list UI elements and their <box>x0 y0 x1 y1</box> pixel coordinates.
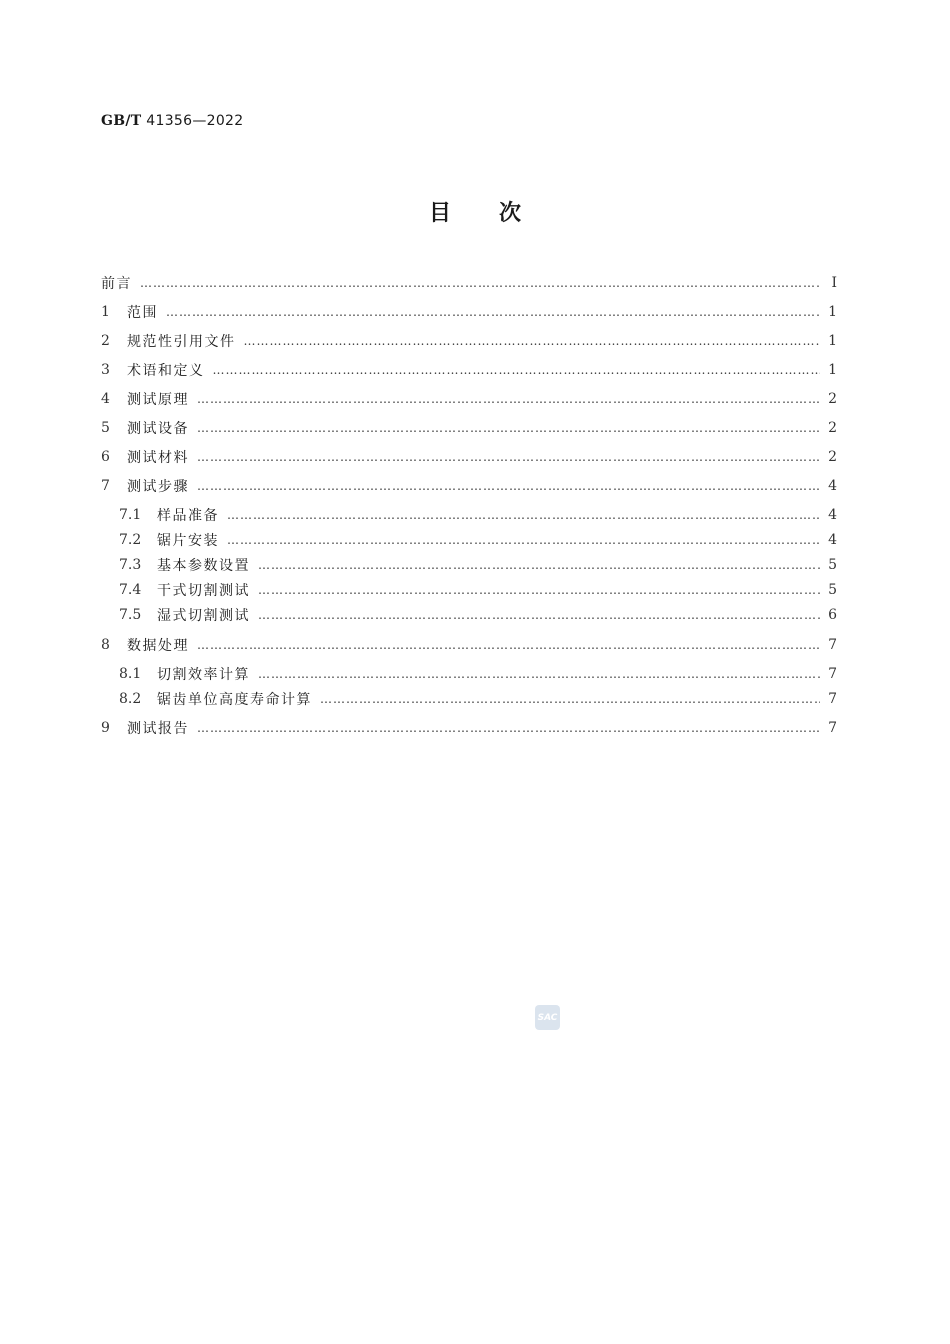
toc-entry-label: 锯齿单位高度寿命计算 <box>157 692 312 708</box>
toc-entry-7-4[interactable] <box>119 577 837 603</box>
toc-entry-number: 6 <box>101 449 110 465</box>
toc-entry-page: 4 <box>828 532 837 548</box>
toc-entry-number: 8 <box>101 637 110 653</box>
toc-entry-label: 测试原理 <box>127 392 189 408</box>
toc-entry-4[interactable] <box>101 386 837 412</box>
toc-entry-page: 7 <box>828 637 837 653</box>
toc-leader <box>258 667 820 681</box>
toc-leader <box>227 533 820 547</box>
toc-entry-3[interactable] <box>101 357 837 383</box>
toc-entry-page: 7 <box>828 691 837 707</box>
toc-leader <box>258 608 820 622</box>
sac-watermark-logo <box>535 1005 560 1030</box>
toc-entry-page: 6 <box>828 607 837 623</box>
toc-leader <box>258 558 820 572</box>
toc-entry-number: 7.5 <box>119 607 142 623</box>
toc-entry-label: 规范性引用文件 <box>127 334 236 350</box>
toc-entry-2[interactable] <box>101 328 837 354</box>
toc-entry-label: 测试材料 <box>127 450 189 466</box>
toc-leader <box>197 421 820 435</box>
toc-entry-8-2[interactable] <box>119 686 837 712</box>
watermark-text: SAC <box>537 1012 558 1023</box>
toc-entry-number: 7 <box>101 478 110 494</box>
toc-leader <box>213 363 821 377</box>
toc-entry-6[interactable] <box>101 444 837 470</box>
toc-entry-page: 2 <box>828 449 837 465</box>
toc-entry-number: 7.3 <box>119 557 142 573</box>
toc-entry-7-1[interactable] <box>119 502 837 528</box>
toc-leader <box>197 392 820 406</box>
toc-entry-number: 3 <box>101 362 110 378</box>
toc-entry-number: 7.2 <box>119 532 142 548</box>
toc-entry-9[interactable] <box>101 715 837 741</box>
standard-number: 41356—2022 <box>146 113 244 129</box>
toc-leader <box>166 305 820 319</box>
toc-entry-label: 基本参数设置 <box>157 558 250 574</box>
toc-entry-number: 5 <box>101 420 110 436</box>
toc-leader <box>227 508 820 522</box>
toc-entry-7-3[interactable] <box>119 552 837 578</box>
toc-entry-foreword[interactable] <box>101 270 837 296</box>
toc-leader <box>197 479 820 493</box>
toc-leader <box>197 638 820 652</box>
toc-entry-number: 4 <box>101 391 110 407</box>
toc-entry-page: 7 <box>828 720 837 736</box>
toc-leader <box>140 276 821 290</box>
toc-entry-label: 数据处理 <box>127 638 189 654</box>
toc-entry-page: 5 <box>828 557 837 573</box>
toc-leader <box>197 450 820 464</box>
toc-entry-number: 1 <box>101 304 110 320</box>
toc-entry-label: 锯片安装 <box>157 533 219 549</box>
toc-entry-number: 2 <box>101 333 110 349</box>
toc-entry-page: 2 <box>828 420 837 436</box>
toc-entry-label: 前言 <box>101 276 132 292</box>
toc-entry-page: 1 <box>828 362 837 378</box>
toc-entry-8[interactable] <box>101 632 837 658</box>
toc-entry-number: 8.1 <box>119 666 142 682</box>
standard-code <box>101 113 243 129</box>
toc-entry-5[interactable] <box>101 415 837 441</box>
toc-entry-label: 测试步骤 <box>127 479 189 495</box>
toc-entry-page: 2 <box>828 391 837 407</box>
toc-entry-page: 4 <box>828 478 837 494</box>
toc-entry-page: Ⅰ <box>831 275 837 291</box>
toc-entry-label: 测试报告 <box>127 721 189 737</box>
toc-entry-page: 7 <box>828 666 837 682</box>
toc-entry-7-2[interactable] <box>119 527 837 553</box>
toc-leader <box>244 334 821 348</box>
toc-entry-number: 7.4 <box>119 582 142 598</box>
toc-leader <box>320 692 820 706</box>
toc-entry-8-1[interactable] <box>119 661 837 687</box>
toc-entry-page: 1 <box>828 333 837 349</box>
toc-entry-label: 切割效率计算 <box>157 667 250 683</box>
toc-entry-7-5[interactable] <box>119 602 837 628</box>
toc-entry-label: 湿式切割测试 <box>157 608 250 624</box>
toc-entry-page: 1 <box>828 304 837 320</box>
toc-entry-number: 7.1 <box>119 507 142 523</box>
toc-entry-1[interactable] <box>101 299 837 325</box>
toc-entry-label: 术语和定义 <box>127 363 205 379</box>
toc-entry-label: 样品准备 <box>157 508 219 524</box>
toc-entry-label: 干式切割测试 <box>157 583 250 599</box>
page-title: 目次 <box>428 201 569 226</box>
toc-entry-number: 9 <box>101 720 110 736</box>
toc-leader <box>258 583 820 597</box>
toc-entry-page: 4 <box>828 507 837 523</box>
toc-entry-number: 8.2 <box>119 691 142 707</box>
toc-entry-label: 测试设备 <box>127 421 189 437</box>
toc-entry-label: 范围 <box>127 305 158 321</box>
toc-leader <box>197 721 820 735</box>
toc-entry-page: 5 <box>828 582 837 598</box>
toc-entry-7[interactable] <box>101 473 837 499</box>
standard-prefix: GB/T <box>101 113 142 129</box>
